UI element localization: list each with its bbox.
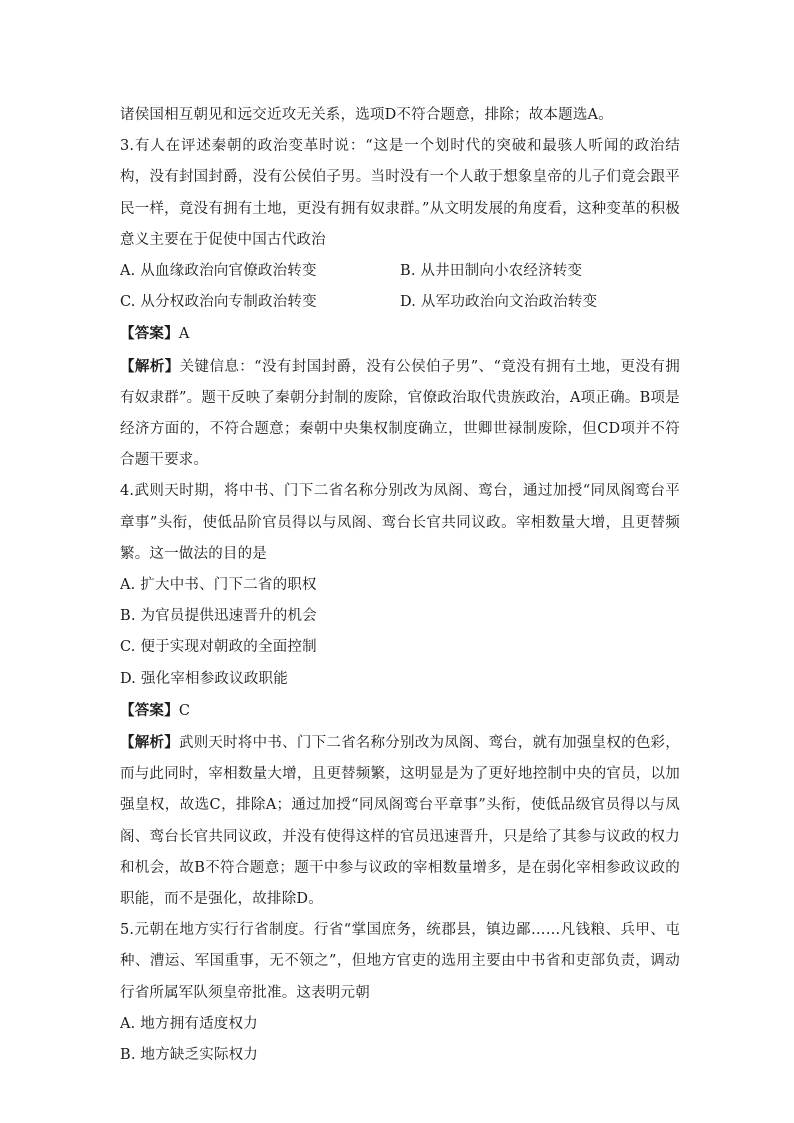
question-4-answer-value: C [178,702,191,719]
question-3-option-d: D. 从军功政治向文治政治转变 [400,294,598,311]
question-4-answer [120,695,680,727]
question-3-analysis-text: 关键信息：“没有封国封爵，没有公侯伯子男”、“竟没有拥有土地，更没有拥有奴隶群”。题干反映了秦朝分封制的废除，官僚政治取代贵族政治，A项正确。B项是经济方面的，不符合题意；秦朝中央集权制度确立，世卿世禄制废除，但CD项并不符合题干要求。 [120,358,680,469]
question-3-stem: 3.有人在评述秦朝的政治变革时说：“这是一个划时代的突破和最骇人听闻的政治结构，没有封国封爵，没有公侯伯子男。当时没有一个人敢于想象皇帝的儿子们竟会跟平民一样，竟没有拥有土地，更没有拥有奴隶群。”从文明发展的角度看，这种变革的积极意义主要在于促使中国古代政治 [120,138,680,248]
question-5-stem: 5.元朝在地方实行行省制度。行省“掌国庶务，统郡县，镇边鄙……凡钱粮、兵甲、屯种、漕运、军国重事，无不领之”，但地方官吏的选用主要由中书省和吏部负责，调动行省所属军队须皇帝批准。这表明元朝 [120,922,680,1001]
answer-tag: 【答案】 [120,325,179,343]
answer-tag: 【答案】 [120,701,179,719]
question-3-option-b: B. 从井田制向小农经济转变 [400,263,583,280]
question-4-analysis-text: 武则天时将中书、门下二省名称分别改为凤阁、鸾台，就有加强皇权的色彩，而与此同时，宰相数量大增，且更替频繁，这明显是为了更好地控制中央的官员，以加强皇权，故选C，排除A；通过加授“同凤阁鸾台平章事”头衔，使低品级官员得以与凤阁、鸾台长官共同议政，并没有使得这样的官员迅速晋升，只是给了其参与议政的权力和机会，故B不符合题意；题干中参与议政的宰相数量增多，是在弱化宰相参政议政的职能，而不是强化，故排除D。 [120,735,680,908]
q2-analysis-tail: 诸侯国相互朝见和远交近攻无关系，选项D不符合题意，排除；故本题选A。 [120,107,613,123]
question-3-options-row-1 [120,256,680,287]
question-3-answer [120,318,680,350]
question-3-options-row-2 [120,287,680,318]
question-4-option-a: A. 扩大中书、门下二省的职权 [120,577,317,594]
question-3-answer-value: A [178,326,190,343]
question-4-option-c: C. 便于实现对朝政的全面控制 [120,639,317,656]
question-3-analysis [120,351,680,477]
question-5-option-b: B. 地方缺乏实际权力 [120,1047,259,1064]
question-3-option-c: C. 从分权政治向专制政治转变 [120,294,317,311]
question-3-option-a: A. 从血缘政治向官僚政治转变 [120,263,317,280]
question-4-analysis [120,727,680,915]
analysis-tag: 【解析】 [120,357,180,375]
question-5-option-a: A. 地方拥有适度权力 [120,1015,258,1032]
document-body [120,100,680,1071]
question-4-option-b: B. 为官员提供迅速晋升的机会 [120,608,317,625]
analysis-tag: 【解析】 [120,734,179,752]
question-4-option-d: D. 强化宰相参政议政职能 [120,670,288,687]
question-4-stem: 4.武则天时期，将中书、门下二省名称分别改为凤阁、鸾台，通过加授“同凤阁鸾台平章事”头衔，使低品阶官员得以与凤阁、鸾台长官共同议政。宰相数量大增，且更替频繁。这一做法的目的是 [120,483,680,562]
